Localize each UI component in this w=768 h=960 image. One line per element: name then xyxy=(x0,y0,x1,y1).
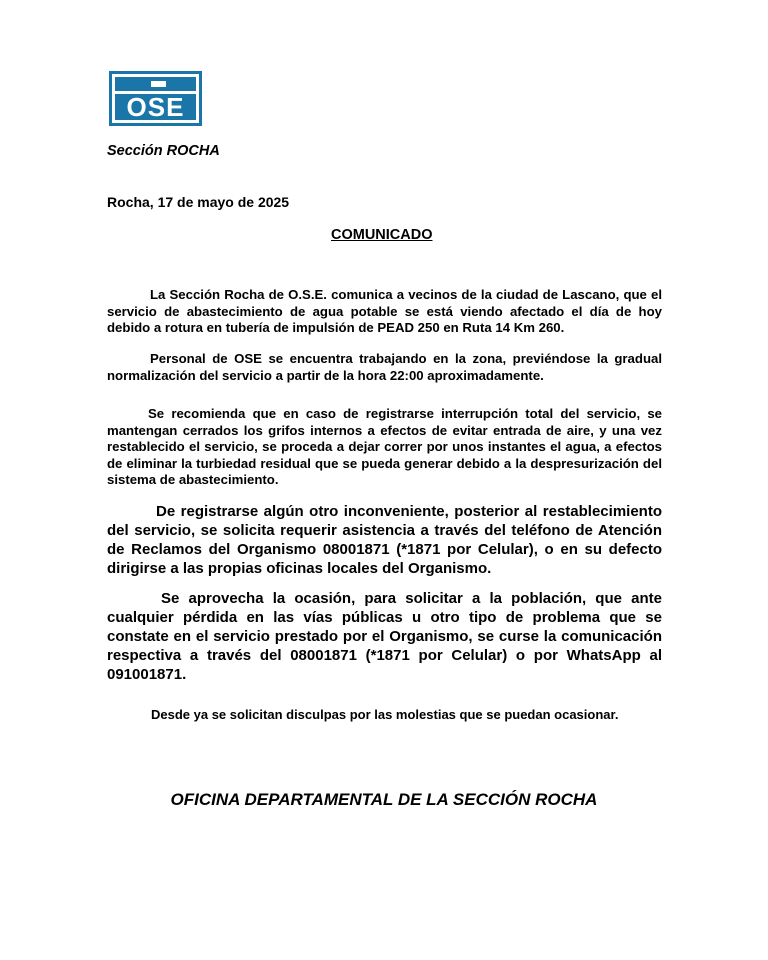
logo-text-block xyxy=(115,94,196,120)
paragraph-5: Se aprovecha la ocasión, para solicitar a la población, que ante cualquier pérdida en las vías públicas u otro tipo de problema que se constate en el servicio prestado por el Organismo, se curse la comunicación respectiva a través del 08001871 (*1871 por Celular) o por WhatsApp al 091001871. xyxy=(107,590,662,683)
ose-logo xyxy=(109,71,202,126)
closing-line: Desde ya se solicitan disculpas por las molestias que se puedan ocasionar. xyxy=(151,707,619,722)
document-heading: COMUNICADO xyxy=(331,227,433,243)
logo-top-bar xyxy=(115,77,196,91)
date-line: Rocha, 17 de mayo de 2025 xyxy=(107,194,290,210)
paragraph-4: De registrarse algún otro inconveniente, posterior al restablecimiento del servicio, se solicita requerir asistencia a través del teléfono de Atención de Reclamos del Organismo 08001871 (*1871 por Celular), o en su defecto dirigirse a las propias oficinas locales del Organismo. xyxy=(107,503,662,577)
paragraph-2: Personal de OSE se encuentra trabajando en la zona, previéndose la gradual normalización del servicio a partir de la hora 22:00 aproximadamente. xyxy=(107,351,662,383)
paragraph-1: La Sección Rocha de O.S.E. comunica a vecinos de la ciudad de Lascano, que el servicio de abastecimiento de agua potable se está viendo afectado el día de hoy debido a rotura en tubería de impulsión de PEAD 250 en Ruta 14 Km 260. xyxy=(107,287,662,335)
section-title: Sección ROCHA xyxy=(107,143,220,159)
logo-notch xyxy=(151,81,166,87)
paragraph-3: Se recomienda que en caso de registrarse interrupción total del servicio, se mantengan cerrados los grifos internos a efectos de evitar entrada de aire, y una vez restablecido el servicio, se proceda a dejar correr por unos instantes el agua, a efectos de eliminar la turbiedad residual que se pueda generar debido a la despresurización del sistema de abastecimiento. xyxy=(107,406,662,487)
logo-text: OSE xyxy=(126,92,185,122)
signature: OFICINA DEPARTAMENTAL DE LA SECCIÓN ROCHA xyxy=(170,790,598,809)
